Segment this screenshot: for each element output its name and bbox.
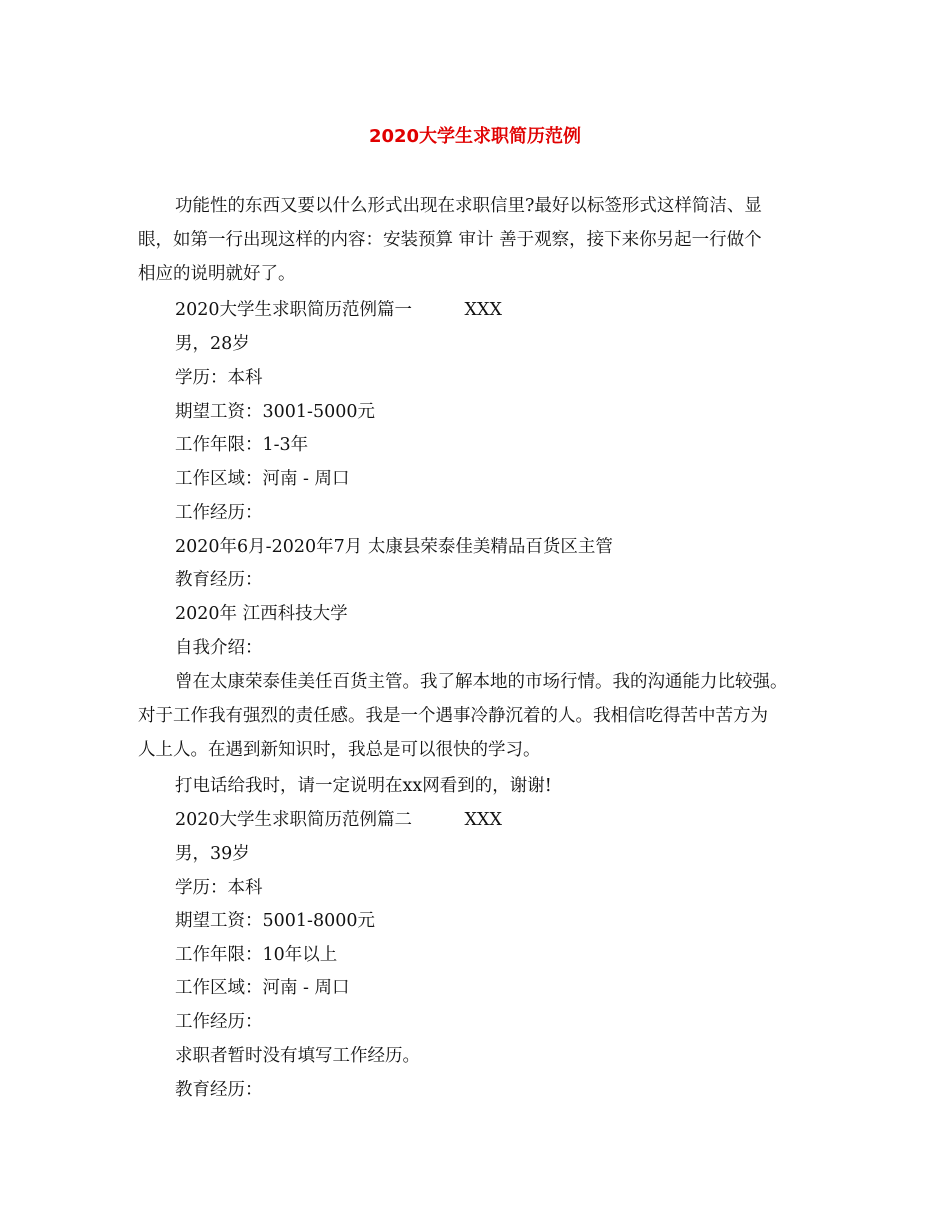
resume2-salary: 期望工资：5001-8000元 (175, 911, 375, 931)
resume1-gender-age: 男，28岁 (175, 334, 250, 354)
resume1-heading: 2020大学生求职简历范例篇一 XXX (175, 300, 502, 320)
intro-line-2: 眼，如第一行出现这样的内容：安装预算 审计 善于观察，接下来你另起一行做个 (138, 230, 762, 250)
resume2-work-label: 工作经历： (175, 1012, 263, 1032)
resume2-heading: 2020大学生求职简历范例篇二 XXX (175, 810, 502, 830)
resume1-area: 工作区域：河南 - 周口 (175, 469, 350, 489)
resume2-gender-age: 男，39岁 (175, 844, 250, 864)
resume2-area: 工作区域：河南 - 周口 (175, 978, 350, 998)
resume2-work: 求职者暂时没有填写工作经历。 (175, 1046, 420, 1066)
resume1-salary: 期望工资：3001-5000元 (175, 402, 375, 422)
resume1-work: 2020年6月-2020年7月 太康县荣泰佳美精品百货区主管 (175, 537, 613, 557)
resume1-contact: 打电话给我时，请一定说明在xx网看到的，谢谢! (175, 776, 552, 796)
intro-line-3: 相应的说明就好了。 (138, 264, 296, 284)
resume1-years: 工作年限：1-3年 (175, 435, 309, 455)
resume1-edu: 2020年 江西科技大学 (175, 604, 348, 624)
resume1-education: 学历：本科 (175, 368, 263, 388)
intro-line-1: 功能性的东西又要以什么形式出现在求职信里?最好以标签形式这样简洁、显 (175, 196, 762, 216)
resume1-self-line-1: 曾在太康荣泰佳美任百货主管。我了解本地的市场行情。我的沟通能力比较强。 (175, 672, 788, 692)
resume2-years: 工作年限：10年以上 (175, 945, 338, 965)
resume1-self-line-3: 人上人。在遇到新知识时，我总是可以很快的学习。 (138, 740, 541, 760)
resume2-edu-label: 教育经历： (175, 1080, 263, 1100)
resume1-intro-label: 自我介绍： (175, 638, 263, 658)
resume1-edu-label: 教育经历： (175, 570, 263, 590)
document-title: 2020大学生求职简历范例 (368, 126, 582, 147)
resume1-self-line-2: 对于工作我有强烈的责任感。我是一个遇事冷静沉着的人。我相信吃得苦中苦方为 (138, 706, 768, 726)
resume1-work-label: 工作经历： (175, 503, 263, 523)
resume2-education: 学历：本科 (175, 878, 263, 898)
